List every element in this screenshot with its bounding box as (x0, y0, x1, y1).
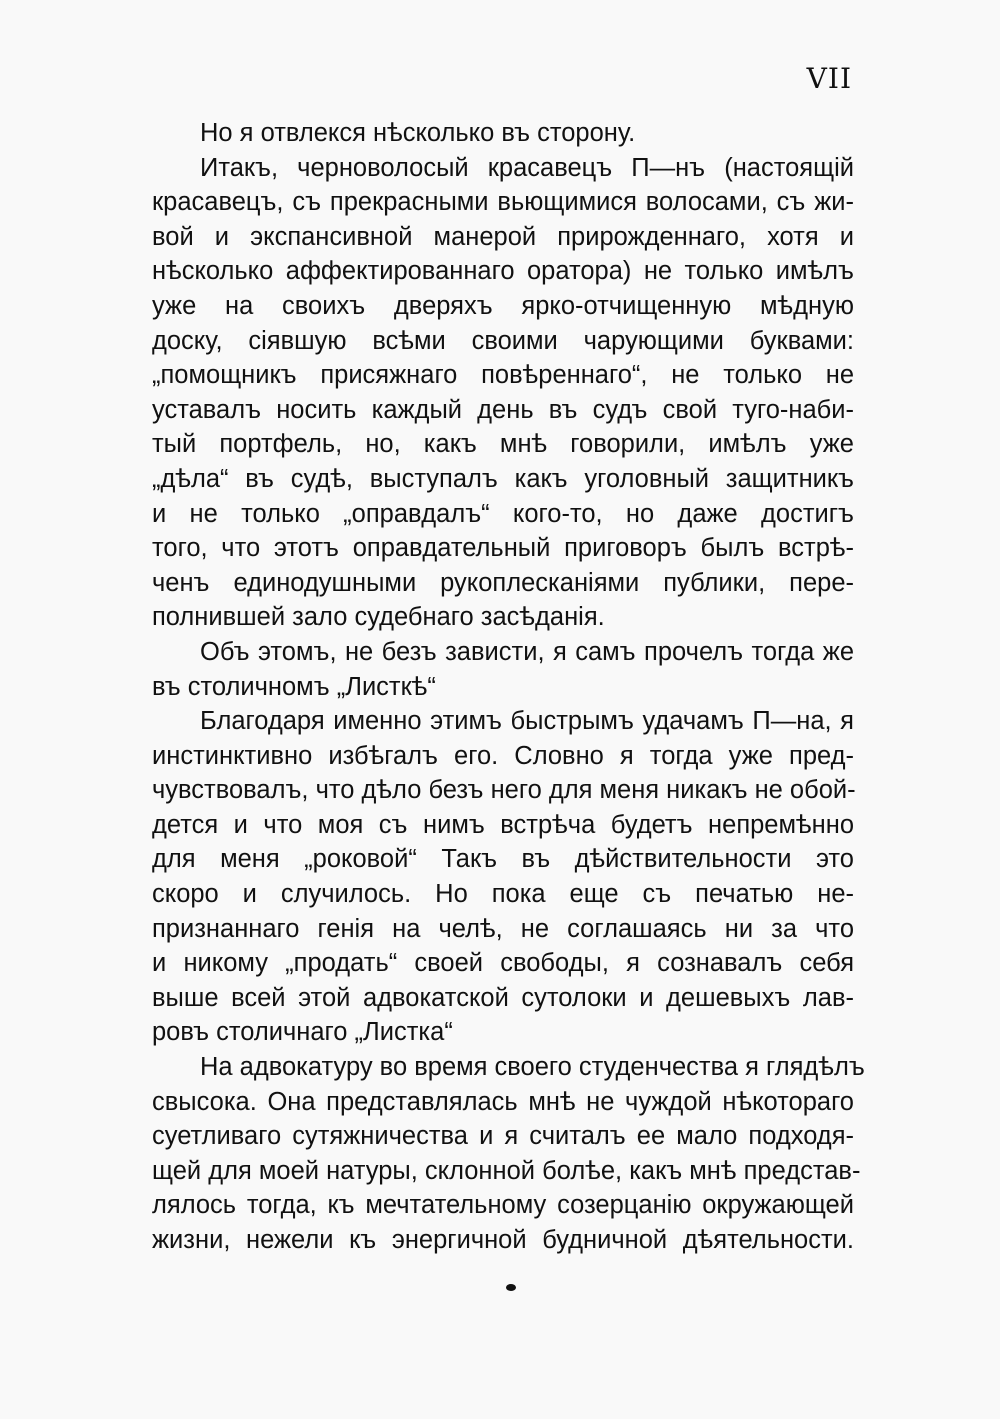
paragraph (152, 635, 854, 704)
text-line: уставалъ носить каждый день въ судъ свой туго-наби- (152, 395, 854, 424)
paragraph (152, 1050, 865, 1258)
text-line: „помощникъ присяжнаго повѣреннаго“, не только не (152, 361, 854, 390)
text-line: того, что этотъ оправдательный приговоръ былъ встрѣ- (152, 534, 854, 563)
text-line: Итакъ, черноволосый красавецъ П—нъ (настоящій (200, 153, 854, 182)
text-line: „дѣла“ въ судѣ, выступалъ какъ уголовный защитникъ (152, 464, 854, 493)
text-line: щей для моей натуры, склонной болѣе, какъ мнѣ представ- (152, 1156, 861, 1185)
text-line: доску, сіявшую всѣми своими чарующими буквами: (152, 326, 854, 355)
text-line: выше всей этой адвокатской сутолоки и дешевыхъ лав- (152, 983, 854, 1012)
text-line: скоро и случилось. Но пока еще съ печатью не- (152, 880, 854, 909)
text-line: уже на своихъ дверяхъ ярко-отчищенную мѣдную (152, 291, 854, 320)
text-line: инстинктивно избѣгалъ его. Словно я тогда уже пред- (152, 741, 854, 770)
text-line: вой и экспансивной манерой прирожденнаго, хотя и (152, 222, 854, 251)
text-line: Объ этомъ, не безъ зависти, я самъ прочелъ тогда же (200, 637, 854, 666)
body-text (152, 116, 865, 1258)
text-line: лялось тогда, къ мечтательному созерцанію окружающей (152, 1191, 854, 1220)
paragraph (152, 704, 854, 1050)
text-line: для меня „роковой“ Такъ въ дѣйствительности это (152, 845, 854, 874)
paragraph (152, 116, 854, 151)
text-line: и не только „оправдалъ“ кого-то, но даже достигъ (152, 499, 854, 528)
text-line: признаннаго генія на челѣ, не соглашаясь ни за что (152, 914, 854, 943)
page-end-dot-ornament (506, 1284, 516, 1291)
text-line: свысока. Она представлялась мнѣ не чуждой нѣкотораго (152, 1087, 854, 1116)
text-line: жизни, нежели къ энергичной будничной дѣятельности. (152, 1226, 854, 1254)
text-line: Благодаря именно этимъ быстрымъ удачамъ П—на, я (200, 707, 854, 736)
text-line: Но я отвлекся нѣсколько въ сторону. (200, 119, 636, 147)
text-line: и никому „продать“ своей свободы, я сознавалъ себя (152, 949, 854, 978)
text-line: красавецъ, съ прекрасными вьющимися волосами, съ жи- (152, 188, 854, 217)
text-line: ровъ столичнаго „Листка“ (152, 1018, 453, 1047)
text-line: чувствовалъ, что дѣло безъ него для меня никакъ не обой- (152, 776, 856, 805)
text-line: суетливаго сутяжничества и я считалъ ее мало подходя- (152, 1122, 854, 1151)
paragraph (152, 151, 854, 635)
text-line: тый портфель, но, какъ мнѣ говорили, имѣлъ уже (152, 430, 854, 459)
text-line: дется и что моя съ нимъ встрѣча будетъ непремѣнно (152, 810, 854, 839)
page-number: VII (806, 62, 852, 95)
text-line: въ столичномъ „Листкѣ“ (152, 672, 436, 701)
text-line: ченъ единодушными рукоплесканіями публики, пере- (152, 568, 854, 597)
text-line: На адвокатуру во время своего студенчества я глядѣлъ (200, 1053, 865, 1082)
text-line: нѣсколько аффектированнаго оратора) не только имѣлъ (152, 257, 854, 286)
text-line: полнившей зало судебнаго засѣданія. (152, 603, 605, 632)
